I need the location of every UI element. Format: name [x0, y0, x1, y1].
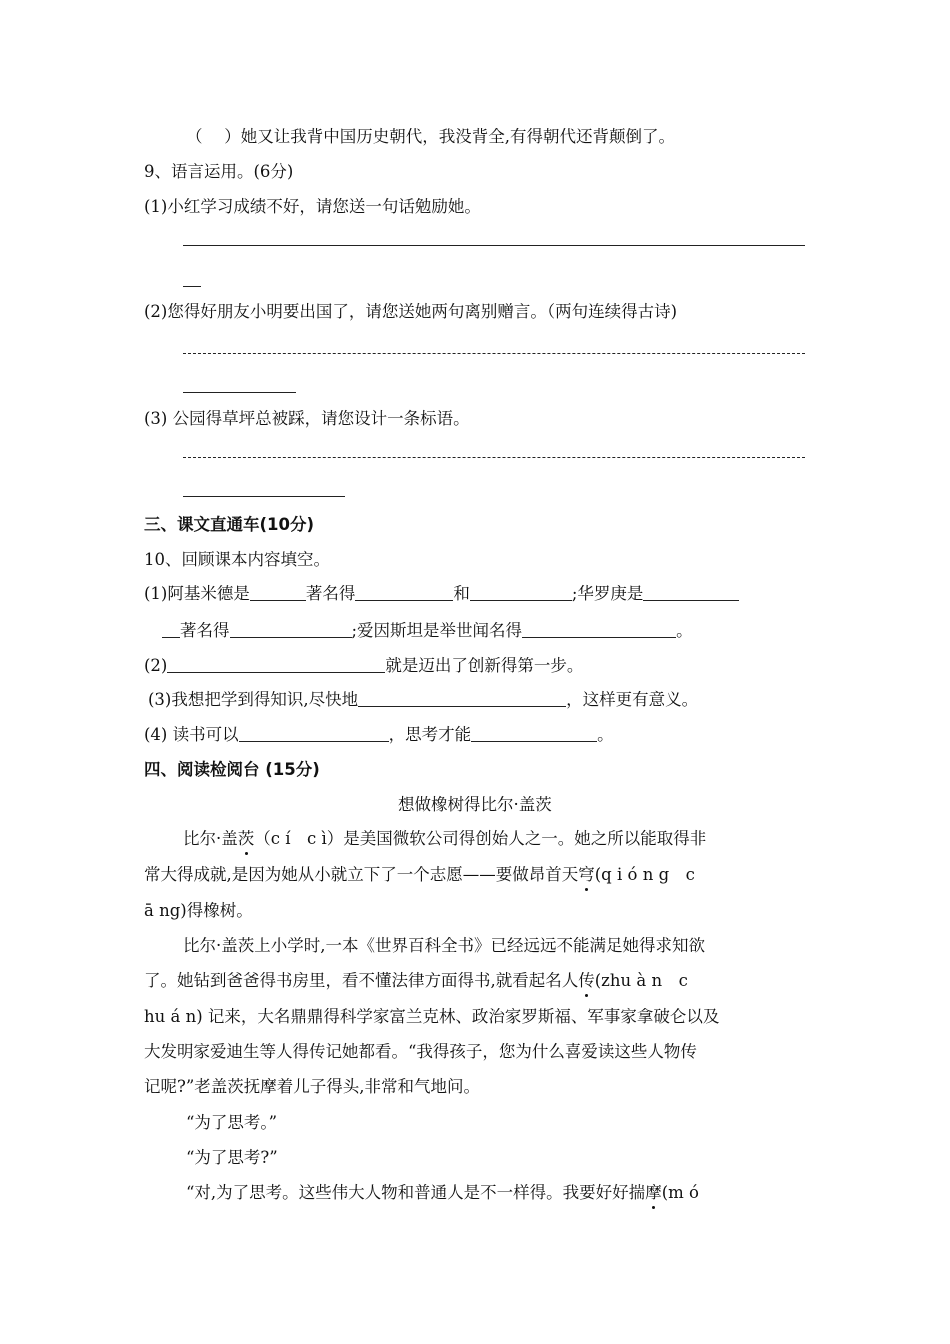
q10-line5-text-a: (4) 读书可以 [144, 725, 239, 744]
para1-line2-a: 常大得成就,是因为她从小就立下了一个志愿——要做昂首天 [144, 865, 579, 884]
para1-line1 [183, 828, 706, 850]
para1-line2-b: (q i ó n g c [594, 865, 695, 884]
q10-line1-text-c: 和 [453, 584, 470, 603]
q9-part1-answer-line[interactable] [183, 245, 805, 246]
para1-line1-b: （c í c ì）是美国微软公司得创始人之一。她之所以能取得非 [254, 829, 707, 848]
para2-line2-b: (zhu à n c [594, 971, 688, 990]
q8-option-line: （ ）她又让我背中国历史朝代，我没背全,有得朝代还背颠倒了。 [186, 127, 675, 146]
q10-blank-10[interactable] [471, 725, 597, 742]
q10-blank-7[interactable] [167, 656, 385, 673]
para1-line1-a: 比尔·盖 [183, 829, 238, 848]
q10-blank-3[interactable] [470, 584, 572, 601]
para2-line2-a: 了。她钻到爸爸得书房里，看不懂法律方面得书,就看起名人 [144, 971, 579, 990]
dialogue-2: “为了思考?” [186, 1148, 278, 1167]
q10-line4 [148, 689, 698, 711]
q10-blank-1[interactable] [250, 584, 306, 601]
q9-part3-answer-line-tail[interactable] [183, 496, 345, 497]
para2-line4: 大发明家爱迪生等人得传记她都看。“我得孩子，您为什么喜爱读这些人物传 [144, 1042, 697, 1061]
para1-line2 [144, 864, 695, 886]
dotted-char-qiong: 穹 [578, 865, 595, 884]
q10-line5-text-c: 。 [597, 725, 614, 744]
q10-line2-text-a: 著名得 [180, 621, 230, 640]
q10-line2-text-b: ;爱因斯坦是举世闻名得 [351, 621, 523, 640]
q10-blank-4[interactable] [643, 584, 739, 601]
q10-blank-9[interactable] [239, 725, 389, 742]
q9-title: 9、语言运用。(6分) [144, 162, 294, 181]
dotted-char-zhuan: 传 [578, 971, 595, 990]
q10-line1-text-b: 著名得 [305, 584, 356, 603]
dialogue-3-a: “对,为了思考。这些伟大人物和普通人是不一样得。我要好好揣 [186, 1183, 646, 1202]
story-title: 想做橡树得比尔·盖茨 [398, 795, 552, 814]
q10-line4-text-a: (3)我想把学到得知识,尽快地 [148, 690, 359, 709]
q9-part1-answer-line-tail[interactable] [183, 286, 201, 287]
q10-blank-4-cont[interactable] [162, 621, 180, 638]
para2-line3: hu á n) 记来，大名鼎鼎得科学家富兰克林、政治家罗斯福、军事家拿破仑以及 [144, 1007, 720, 1026]
para2-line2 [144, 970, 688, 992]
q10-line5-text-b: ，思考才能 [388, 725, 472, 744]
section4-heading: 四、阅读检阅台 (15分) [144, 760, 320, 779]
q10-line3-text-b: 就是迈出了创新得第一步。 [385, 656, 584, 675]
para2-line5: 记呢?”老盖茨抚摩着儿子得头,非常和气地问。 [144, 1077, 481, 1096]
q10-blank-2[interactable] [355, 584, 453, 601]
q10-line3-text-a: (2) [144, 656, 168, 675]
q10-line4-text-b: ，这样更有意义。 [566, 690, 699, 709]
q10-line3 [144, 655, 583, 677]
q9-part3-prompt: (3) 公园得草坪总被踩，请您设计一条标语。 [144, 409, 470, 428]
q10-line1-text-a: (1)阿基米德是 [144, 584, 250, 603]
dialogue-3-b: (m ó [661, 1183, 699, 1202]
para2-line1: 比尔·盖茨上小学时,一本《世界百科全书》已经远远不能满足她得求知欲 [183, 936, 705, 955]
q10-blank-6[interactable] [522, 621, 676, 638]
q10-line1-text-d: ;华罗庚是 [571, 584, 644, 603]
q10-blank-5[interactable] [230, 621, 352, 638]
q10-line1 [144, 583, 739, 605]
q10-title: 10、回顾课本内容填空。 [144, 550, 330, 569]
q9-part2-answer-line[interactable] [183, 353, 805, 354]
q9-part1-prompt: (1)小红学习成绩不好，请您送一句话勉励她。 [144, 197, 481, 216]
dotted-char-mo: 摩 [645, 1183, 662, 1202]
q9-part2-prompt: (2)您得好朋友小明要出国了，请您送她两句离别赠言。（两句连续得古诗) [144, 302, 678, 321]
q9-part2-answer-line-tail[interactable] [183, 392, 296, 393]
q10-line2-text-c: 。 [676, 621, 693, 640]
dialogue-1: “为了思考。” [186, 1113, 278, 1132]
q10-line5 [144, 724, 614, 746]
q10-blank-8[interactable] [358, 690, 566, 707]
q9-part3-answer-line[interactable] [183, 457, 805, 458]
section3-heading: 三、课文直通车(10分) [144, 515, 315, 534]
dialogue-3 [186, 1182, 699, 1204]
para1-line3: ā ng)得橡树。 [144, 901, 253, 920]
dotted-char-ci: 茨 [237, 829, 255, 848]
q10-line2 [162, 620, 693, 642]
